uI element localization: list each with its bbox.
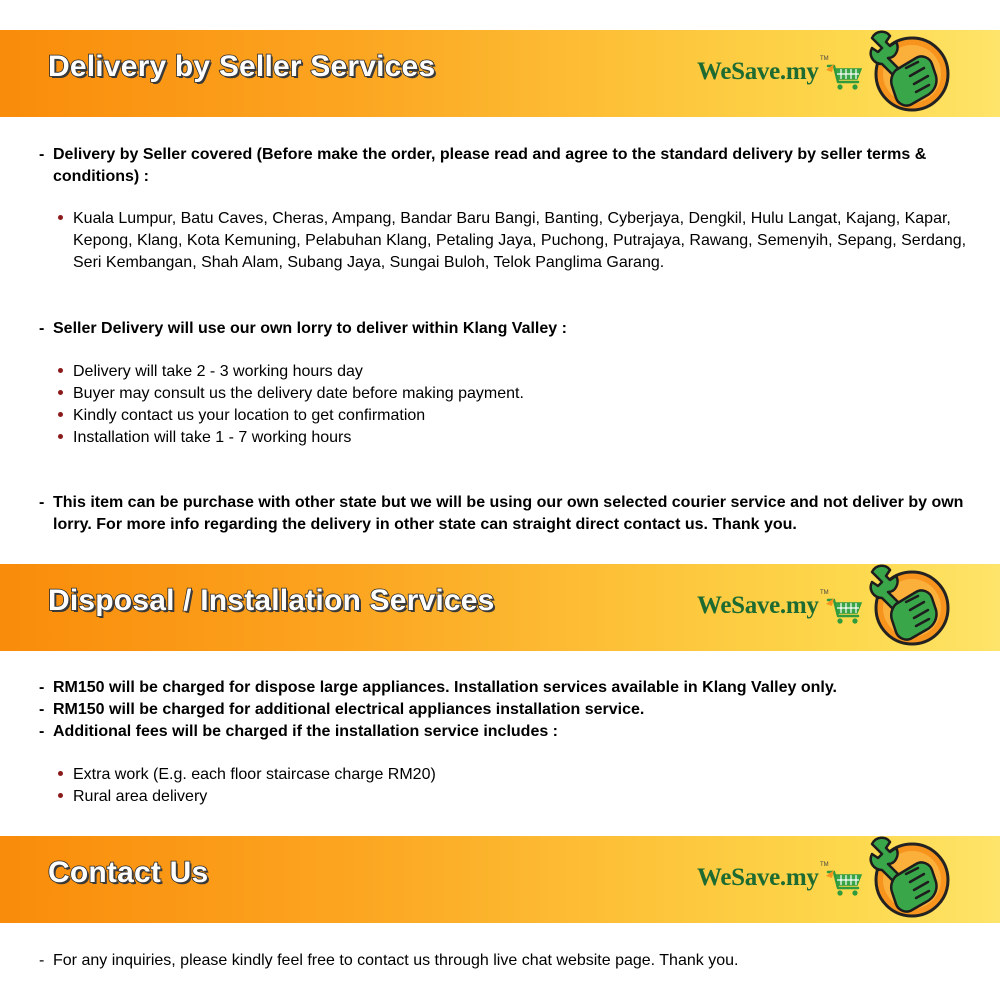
dash-marker: - bbox=[39, 679, 45, 696]
brand-tm-mark: TM bbox=[820, 590, 829, 596]
list-item bbox=[57, 764, 977, 786]
disposal-note-2 bbox=[39, 699, 979, 721]
banner-disposal bbox=[0, 564, 1000, 651]
banner-delivery bbox=[0, 30, 1000, 117]
delivery-area-list bbox=[57, 208, 972, 274]
section-title-contact: Contact Us bbox=[48, 856, 209, 889]
dash-marker: - bbox=[39, 701, 45, 718]
delivery-area-text: Kuala Lumpur, Batu Caves, Cheras, Ampang, Bandar Baru Bangi, Banting, Cyberjaya, Dengkil, Hulu Langat, Kajang, Kapar, Kepong, Klang, Kota Kemuning, Pelabuhan Klang, Petaling Jaya, Puchong, Putrajaya, Rawang, Semenyih, Sepang, Serdang, Seri Kembangan, Shah Alam, Subang Jaya, Sungai Buloh, Telok Panglima Garang. bbox=[73, 210, 967, 271]
dash-marker: - bbox=[39, 146, 45, 163]
dash-marker: - bbox=[39, 723, 45, 740]
wrench-fist-emblem-icon bbox=[866, 28, 950, 118]
bullet-dot-icon bbox=[58, 771, 63, 776]
list-item-text: Rural area delivery bbox=[73, 788, 208, 805]
brand-tm-mark: TM bbox=[820, 56, 829, 62]
delivery-coverage-note bbox=[39, 144, 979, 188]
section-title-delivery: Delivery by Seller Services bbox=[48, 50, 436, 83]
bullet-dot-icon bbox=[58, 390, 63, 395]
other-state-note bbox=[39, 492, 974, 536]
dash-marker: - bbox=[39, 320, 45, 337]
delivery-coverage-text: Delivery by Seller covered (Before make the order, please read and agree to the standard delivery by seller terms & conditions) : bbox=[53, 146, 927, 185]
brand-logo-text: WeSave.my bbox=[697, 58, 819, 85]
brand-tm-mark: TM bbox=[820, 862, 829, 868]
section-title-disposal: Disposal / Installation Services bbox=[48, 584, 495, 617]
shopping-cart-icon bbox=[826, 594, 864, 626]
lorry-delivery-text: Seller Delivery will use our own lorry to deliver within Klang Valley : bbox=[53, 320, 567, 337]
extra-fees-list bbox=[57, 764, 977, 808]
list-item bbox=[57, 383, 977, 405]
list-item bbox=[57, 405, 977, 427]
list-item-text: Delivery will take 2 - 3 working hours day bbox=[73, 363, 363, 380]
list-item-text: Installation will take 1 - 7 working hours bbox=[73, 429, 352, 446]
contact-note bbox=[39, 950, 979, 972]
disposal-note-text: RM150 will be charged for dispose large appliances. Installation services available in Klang Valley only. bbox=[53, 679, 837, 696]
banner-contact bbox=[0, 836, 1000, 923]
list-item-text: Extra work (E.g. each floor staircase charge RM20) bbox=[73, 766, 436, 783]
brand-logo-text: WeSave.my bbox=[697, 864, 819, 891]
brand-logo-text: WeSave.my bbox=[697, 592, 819, 619]
bullet-dot-icon bbox=[58, 368, 63, 373]
list-item bbox=[57, 208, 972, 274]
shopping-cart-icon bbox=[826, 60, 864, 92]
disposal-note-text: Additional fees will be charged if the installation service includes : bbox=[53, 723, 559, 740]
other-state-text: This item can be purchase with other state but we will be using our own selected courier service and not deliver by own lorry. For more info regarding the delivery in other state can straight direct contact us. Thank you. bbox=[53, 494, 964, 533]
dash-marker: - bbox=[39, 494, 45, 511]
disposal-note-3 bbox=[39, 721, 979, 743]
list-item-text: Kindly contact us your location to get confirmation bbox=[73, 407, 426, 424]
disposal-note-1 bbox=[39, 677, 979, 699]
bullet-dot-icon bbox=[58, 412, 63, 417]
wrench-fist-emblem-icon bbox=[866, 834, 950, 924]
bullet-dot-icon bbox=[58, 793, 63, 798]
list-item-text: Buyer may consult us the delivery date before making payment. bbox=[73, 385, 524, 402]
bullet-dot-icon bbox=[58, 434, 63, 439]
list-item bbox=[57, 786, 977, 808]
wrench-fist-emblem-icon bbox=[866, 562, 950, 652]
contact-note-text: For any inquiries, please kindly feel free to contact us through live chat website page. Thank you. bbox=[53, 952, 739, 969]
list-item bbox=[57, 427, 977, 449]
disposal-note-text: RM150 will be charged for additional electrical appliances installation service. bbox=[53, 701, 645, 718]
bullet-dot-icon bbox=[58, 215, 63, 220]
lorry-delivery-note bbox=[39, 318, 979, 340]
shopping-cart-icon bbox=[826, 866, 864, 898]
lorry-points-list bbox=[57, 361, 977, 449]
list-item bbox=[57, 361, 977, 383]
dash-marker: - bbox=[39, 952, 45, 969]
